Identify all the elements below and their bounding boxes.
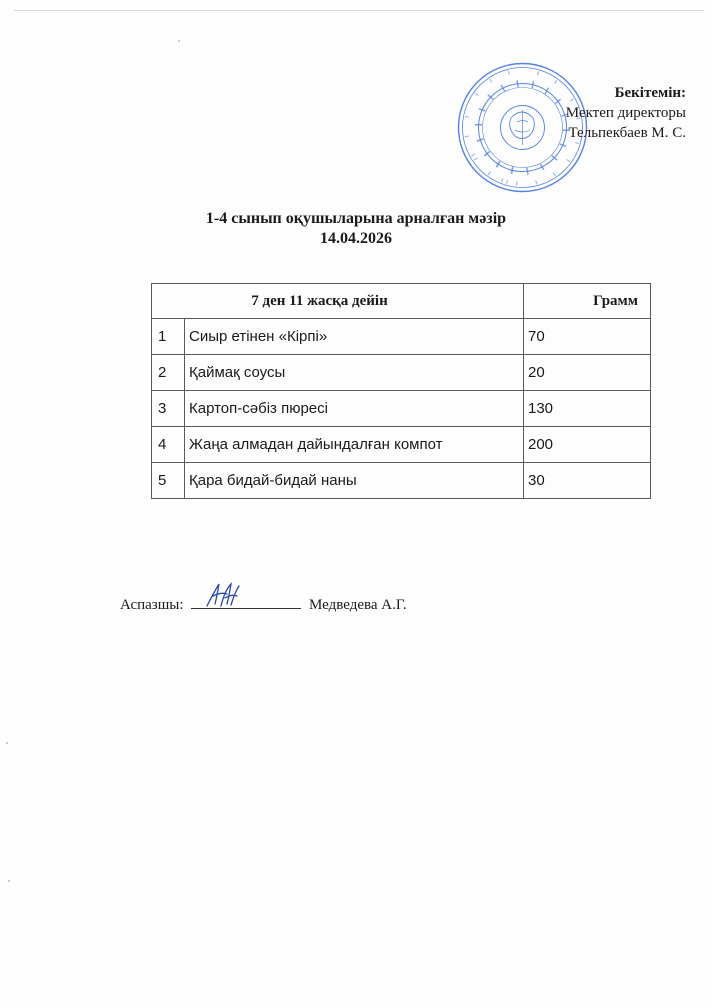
table-row bbox=[152, 391, 651, 427]
table-row bbox=[152, 319, 651, 355]
header-age-range: 7 ден 11 жасқа дейін bbox=[152, 284, 524, 319]
dish-name: Қаймақ соусы bbox=[185, 355, 524, 391]
dish-gram: 30 bbox=[524, 463, 651, 499]
approval-name: Тельпекбаев М. С. bbox=[568, 125, 686, 141]
cook-name: Медведева А.Г. bbox=[309, 597, 407, 613]
menu-table bbox=[151, 283, 651, 499]
scan-edge-line bbox=[14, 10, 704, 11]
table-row bbox=[152, 463, 651, 499]
approval-position: Мектеп директоры bbox=[565, 105, 686, 121]
dish-gram: 200 bbox=[524, 427, 651, 463]
approval-title: Бекітемін: bbox=[614, 85, 686, 101]
cook-label: Аспазшы: bbox=[120, 597, 184, 613]
dish-gram: 20 bbox=[524, 355, 651, 391]
approval-block bbox=[566, 83, 686, 143]
table-header-row bbox=[152, 284, 651, 319]
dish-name: Сиыр етінен «Кірпі» bbox=[185, 319, 524, 355]
header-gram: Грамм bbox=[524, 284, 651, 319]
scan-speck bbox=[6, 742, 8, 744]
menu-title: 1-4 сынып оқушыларына арналған мәзір bbox=[205, 210, 507, 227]
scan-speck bbox=[178, 40, 180, 42]
menu-date: 14.04.2026 bbox=[320, 230, 392, 247]
scan-speck bbox=[8, 880, 10, 882]
dish-name: Картоп-сәбіз пюресі bbox=[185, 391, 524, 427]
cook-signature-line bbox=[120, 594, 407, 615]
row-number: 5 bbox=[152, 463, 185, 499]
row-number: 4 bbox=[152, 427, 185, 463]
table-row bbox=[152, 427, 651, 463]
dish-gram: 70 bbox=[524, 319, 651, 355]
row-number: 1 bbox=[152, 319, 185, 355]
row-number: 3 bbox=[152, 391, 185, 427]
row-number: 2 bbox=[152, 355, 185, 391]
dish-gram: 130 bbox=[524, 391, 651, 427]
dish-name: Қара бидай-бидай наны bbox=[185, 463, 524, 499]
table-row bbox=[152, 355, 651, 391]
signature-underline bbox=[191, 594, 301, 609]
handwritten-signature-icon bbox=[205, 580, 241, 610]
dish-name: Жаңа алмадан дайындалған компот bbox=[185, 427, 524, 463]
